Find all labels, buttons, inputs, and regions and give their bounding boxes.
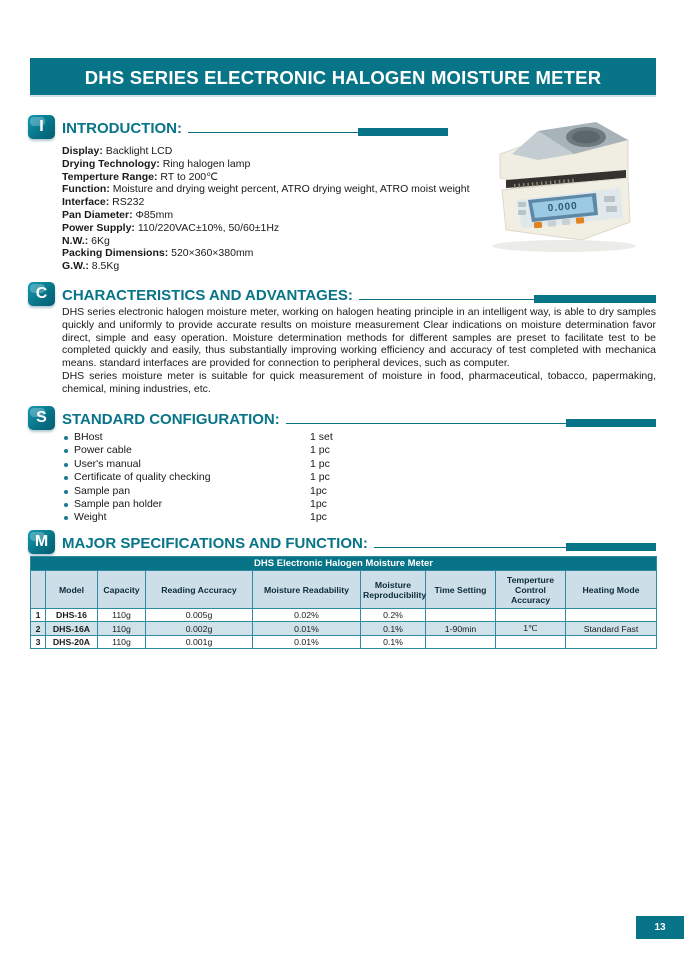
cell-heating-mode	[566, 609, 657, 622]
table-row	[31, 622, 657, 636]
list-item	[62, 444, 422, 457]
item-qty: 1 pc	[310, 457, 330, 470]
column-header: Temperture Control Accuracy	[496, 571, 566, 609]
spec-value: 110/220VAC±10%, 50/60±1Hz	[134, 221, 280, 234]
item-name: Power cable	[74, 444, 132, 457]
item-qty: 1 pc	[310, 471, 330, 484]
spec-value: Φ85mm	[132, 208, 174, 221]
characteristics-paragraph: DHS series electronic halogen moisture meter, working on halogen heating principle in an intelligent way, is able to dry samples quickly and uniformly to provide accurate results on moisture measurement Clear indications on moisture determination favor direct, simple and easy operation. Moisture determination methods for different samples are preset to facilitate test to be completed quickly and easily, thus substantially improving working efficiency and accuracy of test completed with mechanica means. standard interfaces are provided for connection to peripheral devices, such as computer.	[62, 306, 656, 370]
cell-moisture-readability: 0.01%	[253, 636, 361, 649]
item-qty: 1 pc	[310, 444, 330, 457]
list-item	[62, 458, 422, 471]
heading-rule-end	[358, 128, 448, 136]
spec-row	[62, 196, 472, 209]
spec-row	[62, 171, 472, 184]
spec-value: Backlight LCD	[102, 145, 173, 157]
cell-temp-control	[496, 609, 566, 622]
heading-rule	[286, 423, 656, 424]
cell-moisture-reproducibility: 0.1%	[361, 622, 426, 636]
spec-label: Packing Dimensions:	[62, 247, 169, 260]
section-heading-specifications	[28, 530, 656, 554]
heading-rule	[359, 299, 656, 300]
spec-label: G.W.:	[62, 260, 89, 273]
spec-label: Function:	[62, 183, 110, 196]
spec-value: Moisture and drying weight percent, ATRO drying weight, ATRO moist weight	[109, 183, 470, 196]
heading-rule-end	[566, 419, 656, 427]
lcd-readout: 0.000	[547, 200, 579, 215]
introduction-letter-icon: I	[28, 115, 55, 139]
moisture-meter-illustration	[476, 114, 654, 256]
cell-heating-mode: Standard Fast	[566, 622, 657, 636]
section-title-specifications: MAJOR SPECIFICATIONS AND FUNCTION:	[62, 535, 368, 552]
spec-row	[62, 260, 472, 273]
cell-reading-accuracy: 0.001g	[146, 636, 253, 649]
configuration-letter-icon: S	[28, 406, 55, 430]
bullet-icon	[64, 516, 68, 520]
item-name: BHost	[74, 431, 103, 443]
column-header: Moisture Reproducibility	[361, 571, 426, 609]
cell-moisture-reproducibility: 0.1%	[361, 636, 426, 649]
list-item	[62, 471, 422, 484]
cell-capacity: 110g	[98, 609, 146, 622]
heading-rule-end	[566, 543, 656, 551]
row-index: 1	[31, 609, 46, 622]
spec-label: Pan Diameter:	[62, 208, 133, 221]
item-qty: 1pc	[310, 511, 327, 524]
spec-label: N.W.:	[62, 234, 89, 247]
item-name: Weight	[74, 511, 107, 524]
spec-value: RS232	[109, 196, 145, 209]
section-title-characteristics: CHARACTERISTICS AND ADVANTAGES:	[62, 287, 353, 304]
table-title: DHS Electronic Halogen Moisture Meter	[31, 557, 657, 571]
cell-model: DHS-16	[46, 609, 98, 622]
spec-label: Interface:	[62, 196, 110, 209]
section-heading-characteristics	[28, 282, 656, 306]
column-header: Capacity	[98, 571, 146, 609]
bullet-icon	[64, 463, 68, 467]
specifications-letter-icon: M	[28, 530, 55, 554]
spec-label: Drying Technology:	[62, 157, 160, 170]
cell-reading-accuracy: 0.002g	[146, 622, 253, 636]
row-index: 3	[31, 636, 46, 649]
column-header: Time Setting	[426, 571, 496, 609]
cell-time-setting: 1-90min	[426, 622, 496, 636]
spec-value: 8.5Kg	[88, 260, 120, 273]
cell-model: DHS-16A	[46, 622, 98, 636]
spec-row	[62, 209, 472, 222]
introduction-spec-list	[62, 145, 472, 273]
item-name: Sample pan	[74, 484, 131, 497]
cell-temp-control: 1℃	[496, 622, 566, 636]
heading-rule	[374, 547, 656, 548]
table-row	[31, 609, 657, 622]
section-heading-configuration	[28, 406, 656, 430]
bullet-icon	[64, 503, 68, 507]
spec-row	[62, 183, 472, 196]
characteristics-text	[62, 306, 656, 396]
cell-capacity: 110g	[98, 636, 146, 649]
cell-temp-control	[496, 636, 566, 649]
list-item	[62, 485, 422, 498]
section-title-introduction: INTRODUCTION:	[62, 120, 182, 137]
row-index: 2	[31, 622, 46, 636]
spec-row	[62, 145, 472, 158]
item-name: Sample pan holder	[74, 498, 163, 511]
heading-rule	[188, 132, 448, 133]
cell-reading-accuracy: 0.005g	[146, 609, 253, 622]
cell-heating-mode	[566, 636, 657, 649]
column-header: Model	[46, 571, 98, 609]
spec-row	[62, 222, 472, 235]
bullet-icon	[64, 476, 68, 480]
cell-capacity: 110g	[98, 622, 146, 636]
list-item	[62, 498, 422, 511]
column-header: Reading Accuracy	[146, 571, 253, 609]
table-row	[31, 636, 657, 649]
spec-value: RT to 200℃	[157, 170, 218, 183]
cell-moisture-readability: 0.01%	[253, 622, 361, 636]
spec-row	[62, 235, 472, 248]
cell-time-setting	[426, 609, 496, 622]
section-title-configuration: STANDARD CONFIGURATION:	[62, 411, 280, 428]
cell-model: DHS-20A	[46, 636, 98, 649]
page-number: 13	[636, 916, 684, 939]
item-qty: 1 set	[310, 431, 333, 443]
spec-row	[62, 247, 472, 260]
item-qty: 1pc	[310, 498, 327, 511]
list-item	[62, 431, 422, 444]
characteristics-paragraph: DHS series moisture meter is suitable for quick measurement of moisture in food, pharmaceutical, tobacco, papermaking, chemical, mining industries, etc.	[62, 369, 656, 395]
list-item	[62, 511, 422, 524]
column-header	[31, 571, 46, 609]
column-header: Moisture Readability	[253, 571, 361, 609]
bullet-icon	[64, 436, 68, 440]
cell-moisture-readability: 0.02%	[253, 609, 361, 622]
item-qty: 1pc	[310, 484, 327, 497]
spec-label: Temperture Range:	[62, 170, 158, 183]
spec-value: Ring halogen lamp	[159, 157, 251, 170]
spec-row	[62, 158, 472, 171]
table-header-row	[31, 571, 657, 609]
bullet-icon	[64, 490, 68, 494]
cell-time-setting	[426, 636, 496, 649]
section-heading-introduction	[28, 115, 448, 139]
item-name: Certificate of quality checking	[74, 471, 211, 484]
characteristics-letter-icon: C	[28, 282, 55, 306]
spec-value: 6Kg	[88, 234, 110, 247]
cell-moisture-reproducibility: 0.2%	[361, 609, 426, 622]
spec-value: 520×360×380mm	[168, 247, 254, 260]
heading-rule-end	[534, 295, 656, 303]
product-photo	[476, 114, 654, 256]
spec-label: Display:	[62, 145, 103, 157]
configuration-list	[62, 431, 422, 525]
spec-label: Power Supply:	[62, 221, 135, 234]
item-name: User's manual	[74, 457, 141, 470]
specifications-table	[30, 556, 656, 649]
bullet-icon	[64, 449, 68, 453]
column-header: Heating Mode	[566, 571, 657, 609]
page-title: DHS SERIES ELECTRONIC HALOGEN MOISTURE METER	[30, 58, 656, 97]
